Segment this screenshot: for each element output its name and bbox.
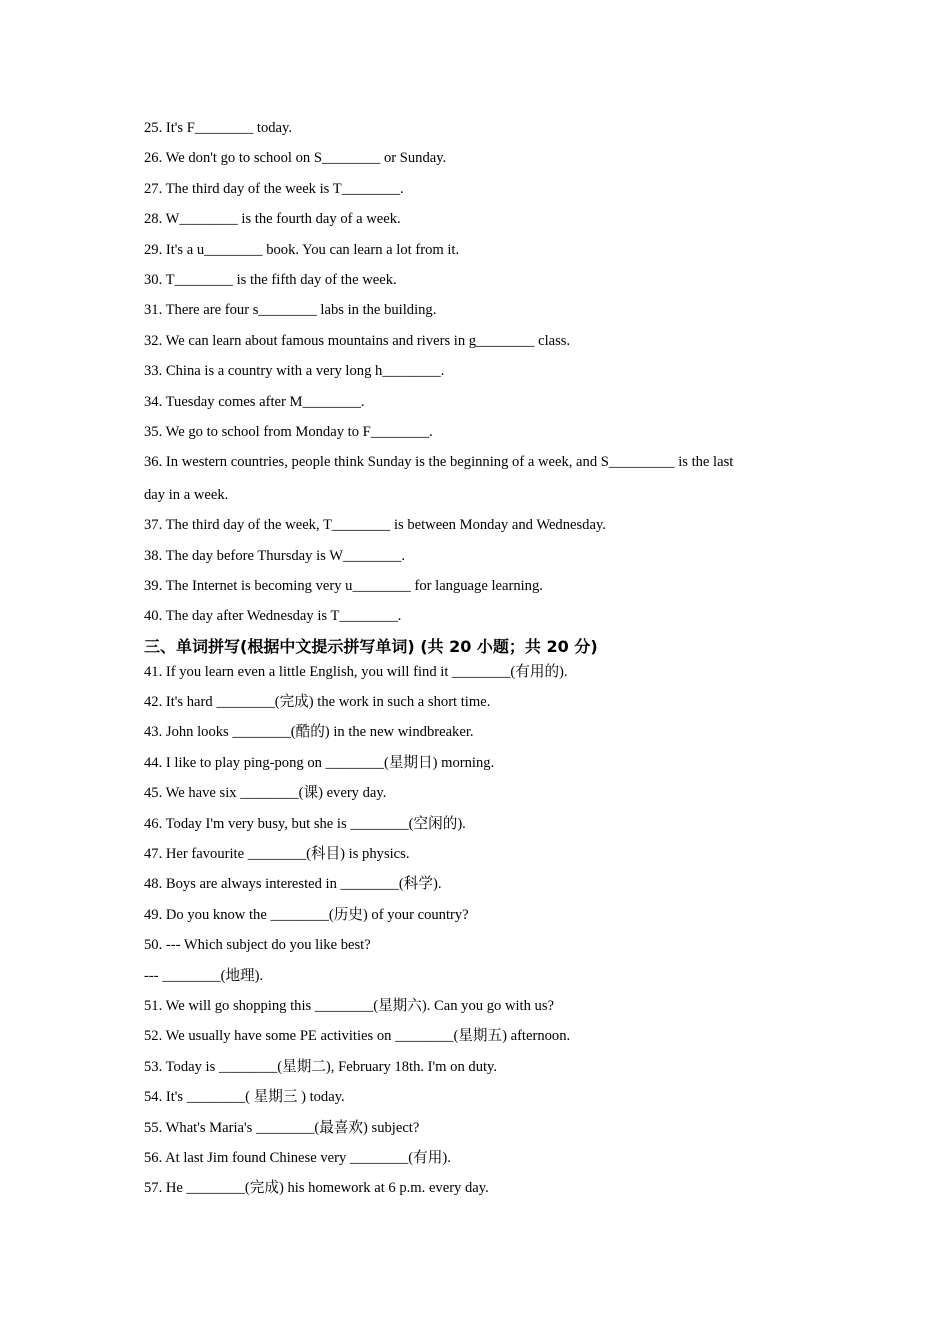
question-50: 50. --- Which subject do you like best?: [144, 937, 371, 953]
question-57: 57. He ________(完成) his homework at 6 p.m. every day.: [144, 1180, 489, 1196]
section-3-heading: 三、单词拼写(根据中文提示拼写单词) (共 20 小题；共 20 分): [144, 637, 598, 656]
question-50-answer: --- ________(地理).: [144, 968, 264, 984]
question-28: 28. W________ is the fourth day of a week.: [144, 211, 401, 227]
question-36: 36. In western countries, people think Sunday is the beginning of a week, and S_________ is the last: [144, 454, 734, 470]
question-26: 26. We don't go to school on S________ or Sunday.: [144, 150, 447, 166]
question-47: 47. Her favourite ________(科目) is physics.: [144, 846, 410, 862]
question-30: 30. T________ is the fifth day of the week.: [144, 272, 397, 288]
question-38: 38. The day before Thursday is W________.: [144, 548, 406, 564]
question-34: 34. Tuesday comes after M________.: [144, 394, 365, 410]
question-31: 31. There are four s________ labs in the building.: [144, 302, 437, 318]
question-43: 43. John looks ________(酷的) in the new windbreaker.: [144, 724, 474, 740]
question-27: 27. The third day of the week is T________.: [144, 181, 404, 197]
question-29: 29. It's a u________ book. You can learn a lot from it.: [144, 242, 460, 258]
question-42: 42. It's hard ________(完成) the work in such a short time.: [144, 694, 491, 710]
question-51: 51. We will go shopping this ________(星期六). Can you go with us?: [144, 998, 555, 1014]
question-48: 48. Boys are always interested in ________(科学).: [144, 876, 442, 892]
question-54: 54. It's ________( 星期三 ) today.: [144, 1089, 345, 1105]
question-39: 39. The Internet is becoming very u________ for language learning.: [144, 578, 543, 594]
question-35: 35. We go to school from Monday to F________.: [144, 424, 433, 440]
question-49: 49. Do you know the ________(历史) of your country?: [144, 907, 469, 923]
question-45: 45. We have six ________(课) every day.: [144, 785, 387, 801]
question-44: 44. I like to play ping-pong on ________(星期日) morning.: [144, 755, 495, 771]
question-53: 53. Today is ________(星期二), February 18th. I'm on duty.: [144, 1059, 498, 1075]
question-52: 52. We usually have some PE activities on ________(星期五) afternoon.: [144, 1028, 571, 1044]
question-40: 40. The day after Wednesday is T________.: [144, 608, 402, 624]
question-36-continued: day in a week.: [144, 487, 229, 503]
question-55: 55. What's Maria's ________(最喜欢) subject?: [144, 1120, 420, 1136]
question-46: 46. Today I'm very busy, but she is ________(空闲的).: [144, 816, 466, 832]
question-56: 56. At last Jim found Chinese very ________(有用).: [144, 1150, 451, 1166]
question-33: 33. China is a country with a very long h________.: [144, 363, 445, 379]
question-41: 41. If you learn even a little English, you will find it ________(有用的).: [144, 664, 568, 680]
question-25: 25. It's F________ today.: [144, 120, 293, 136]
question-37: 37. The third day of the week, T________ is between Monday and Wednesday.: [144, 517, 606, 533]
question-32: 32. We can learn about famous mountains and rivers in g________ class.: [144, 333, 571, 349]
